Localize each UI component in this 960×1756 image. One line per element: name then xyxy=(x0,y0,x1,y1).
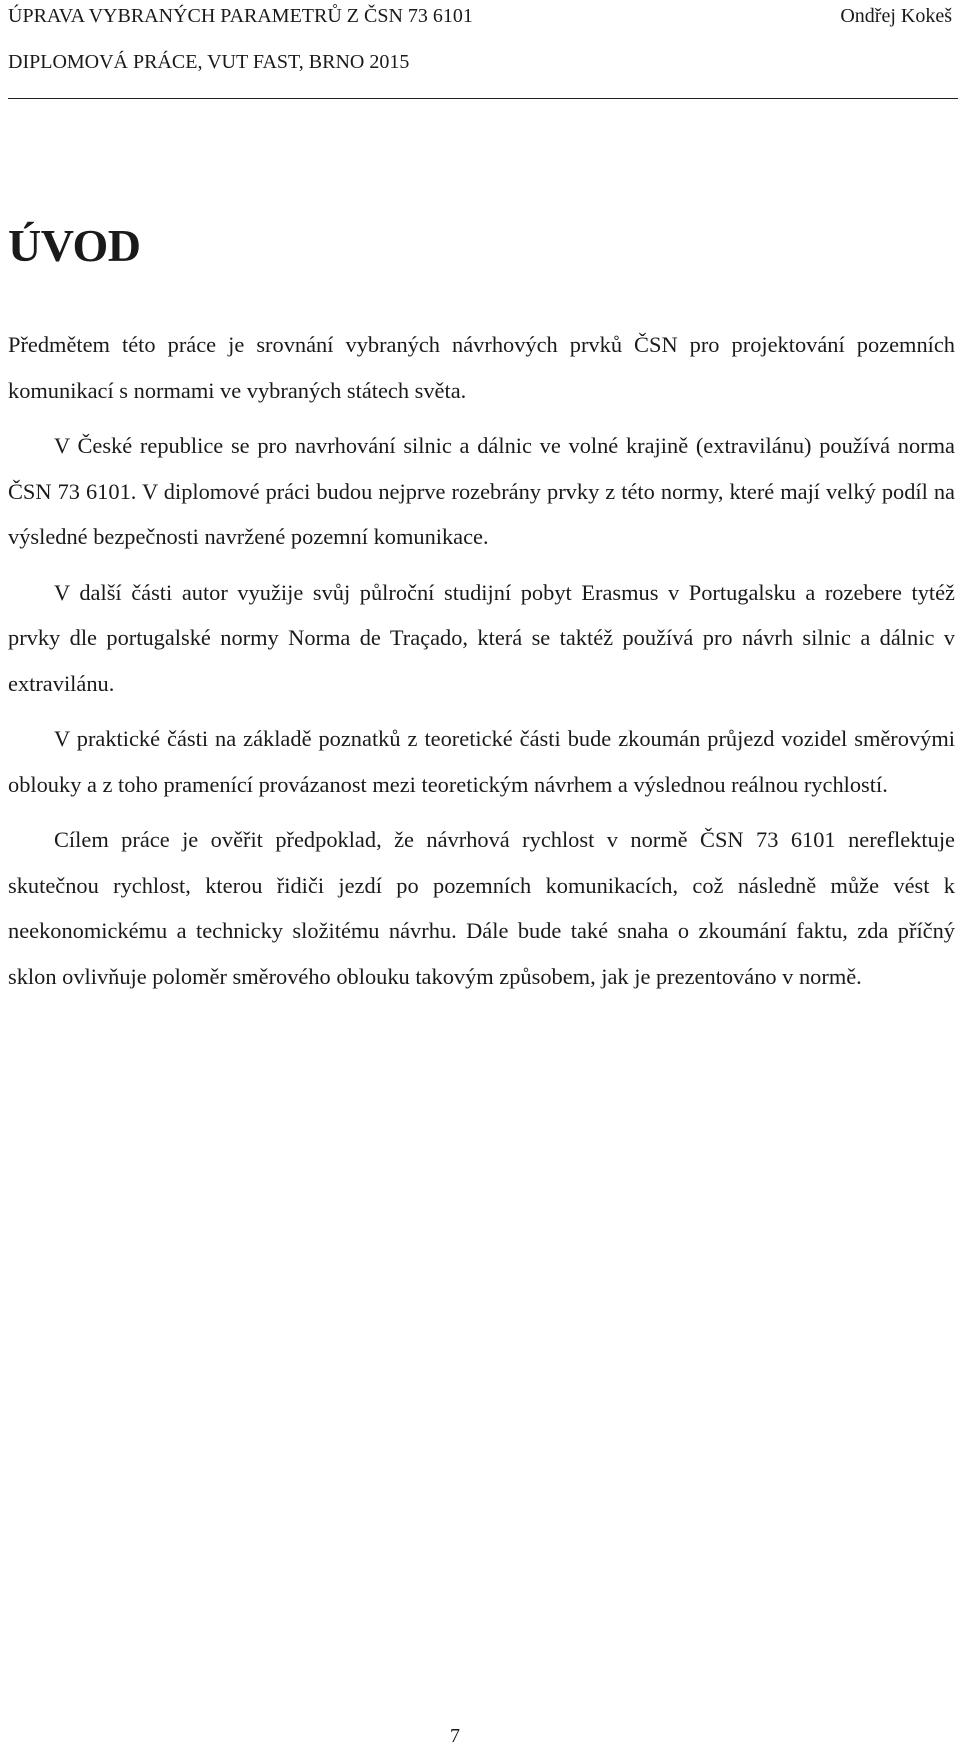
page-header xyxy=(8,2,952,78)
header-author: Ondřej Kokeš xyxy=(840,5,952,27)
header-subtitle: DIPLOMOVÁ PRÁCE, VUT FAST, BRNO 2015 xyxy=(8,51,410,73)
paragraph-3: V další části autor využije svůj půlroční studijní pobyt Erasmus v Portugalsku a rozebere tytéž prvky dle portugalské normy Norma de Traçado, která se taktéž používá pro návrh silnic a dálnic v extravilánu. xyxy=(8,579,955,696)
header-top-row xyxy=(8,2,952,32)
paragraph-4: V praktické části na základě poznatků z teoretické části bude zkoumán průjezd vozidel směrovými oblouky a z toho pramenící provázanost mezi teoretickým návrhem a výslednou reálnou rychlostí. xyxy=(8,726,955,797)
paragraph-5: Cílem práce je ověřit předpoklad, že návrhová rychlost v normě ČSN 73 6101 nereflektuje skutečnou rychlost, kterou řidiči jezdí po pozemních komunikacích, což následně může vést k neekonomickému a technicky složitému návrhu. Dále bude také snaha o zkoumání faktu, zda příčný sklon ovlivňuje poloměr směrového oblouku takovým způsobem, jak je prezentováno v normě. xyxy=(8,827,955,989)
paragraph-2: V České republice se pro navrhování silnic a dálnic ve volné krajině (extravilánu) používá norma ČSN 73 6101. V diplomové práci budou nejprve rozebrány prvky z této normy, které mají velký podíl na výsledné bezpečnosti navržené pozemní komunikace. xyxy=(8,433,955,549)
header-bottom-row xyxy=(8,32,952,78)
header-thesis-title: ÚPRAVA VYBRANÝCH PARAMETRŮ Z ČSN 73 6101 xyxy=(8,5,473,27)
body-text xyxy=(8,322,955,1009)
header-divider xyxy=(8,98,958,99)
chapter-title: ÚVOD xyxy=(8,220,141,271)
paragraph-1: Předmětem této práce je srovnání vybraných návrhových prvků ČSN pro projektování pozemních komunikací s normami ve vybraných státech světa. xyxy=(8,332,955,403)
page-number: 7 xyxy=(450,1725,460,1747)
